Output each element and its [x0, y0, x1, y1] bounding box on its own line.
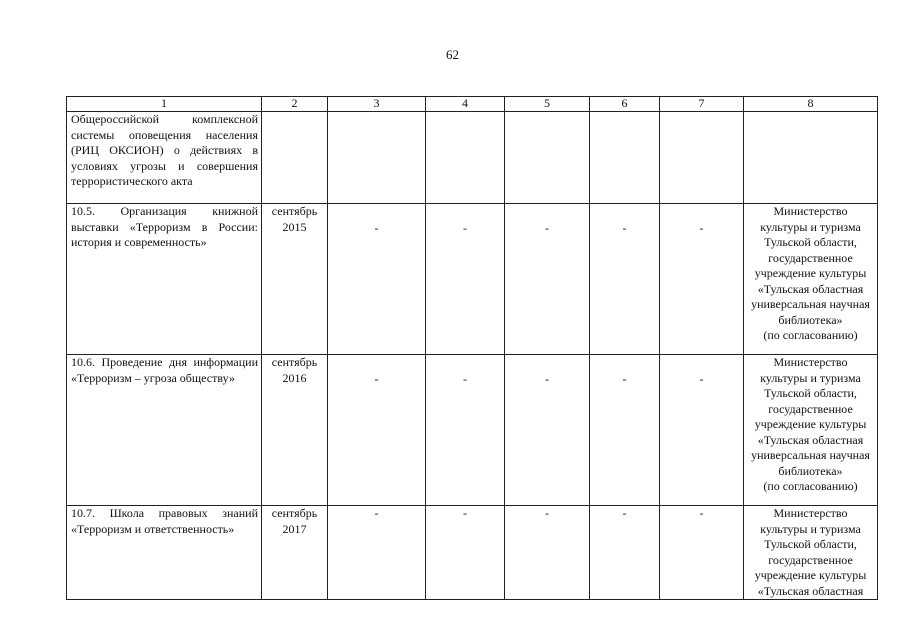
activity-cell: Общероссийской комплексной системы оповещения населения (РИЦ ОКСИОН) о действиях в условиях угрозы и совершения террористического акта	[67, 112, 262, 204]
responsible-cell: Министерство культуры и туризма Тульской области, государственное учреждение культуры «Тульская областная универсальная научная библиотека» (по согласованию)	[744, 204, 878, 355]
header-col-4: 4	[426, 97, 505, 112]
value-cell	[660, 112, 744, 204]
table-header-row	[67, 97, 878, 112]
header-col-8: 8	[744, 97, 878, 112]
value-cell	[426, 112, 505, 204]
value-cell: -	[590, 506, 660, 600]
responsible-cell	[744, 112, 878, 204]
value-cell: -	[660, 506, 744, 600]
value-cell: -	[426, 204, 505, 355]
table-row	[67, 355, 878, 506]
date-cell: сентябрь 2015	[262, 204, 328, 355]
activity-cell: 10.7. Школа правовых знаний «Терроризм и ответственность»	[67, 506, 262, 600]
header-col-3: 3	[328, 97, 426, 112]
value-cell: -	[660, 204, 744, 355]
date-cell: сентябрь 2016	[262, 355, 328, 506]
header-col-7: 7	[660, 97, 744, 112]
header-col-1: 1	[67, 97, 262, 112]
value-cell: -	[505, 506, 590, 600]
activity-cell: 10.6. Проведение дня информации «Терроризм – угроза обществу»	[67, 355, 262, 506]
value-cell: -	[505, 355, 590, 506]
value-cell	[328, 112, 426, 204]
value-cell: -	[426, 355, 505, 506]
value-cell: -	[328, 355, 426, 506]
value-cell	[590, 112, 660, 204]
header-col-2: 2	[262, 97, 328, 112]
table-row	[67, 112, 878, 204]
value-cell: -	[328, 506, 426, 600]
value-cell: -	[426, 506, 505, 600]
page-number: 62	[446, 47, 459, 62]
value-cell: -	[505, 204, 590, 355]
value-cell: -	[660, 355, 744, 506]
activity-cell: 10.5. Организация книжной выставки «Терроризм в России: история и современность»	[67, 204, 262, 355]
responsible-cell: Министерство культуры и туризма Тульской области, государственное учреждение культуры «Тульская областная	[744, 506, 878, 600]
value-cell: -	[590, 204, 660, 355]
date-cell	[262, 112, 328, 204]
header-col-5: 5	[505, 97, 590, 112]
responsible-cell: Министерство культуры и туризма Тульской области, государственное учреждение культуры «Тульская областная универсальная научная библиотека» (по согласованию)	[744, 355, 878, 506]
date-cell: сентябрь 2017	[262, 506, 328, 600]
header-col-6: 6	[590, 97, 660, 112]
table-row	[67, 204, 878, 355]
table-row	[67, 506, 878, 600]
value-cell	[505, 112, 590, 204]
value-cell: -	[590, 355, 660, 506]
events-table	[66, 96, 878, 600]
value-cell: -	[328, 204, 426, 355]
